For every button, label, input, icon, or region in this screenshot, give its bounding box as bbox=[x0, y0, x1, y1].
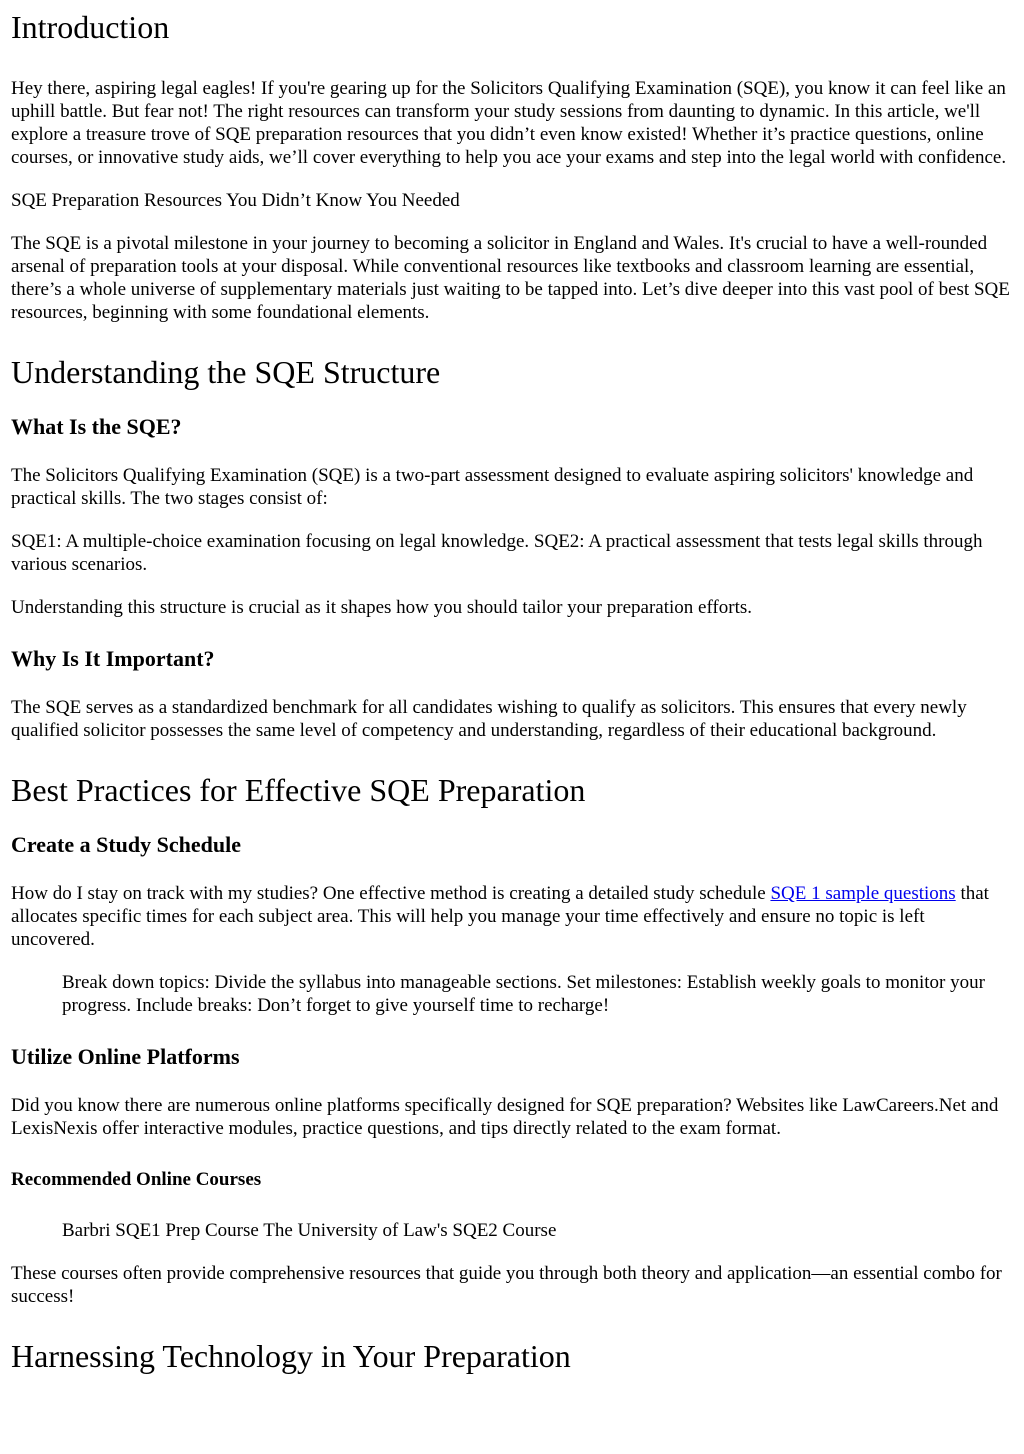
study-schedule-heading: Create a Study Schedule bbox=[11, 832, 241, 857]
recommended-courses-list: Barbri SQE1 Prep Course The University of Law's SQE2 Course bbox=[62, 1220, 557, 1241]
technology-heading: Harnessing Technology in Your Preparation bbox=[11, 1338, 571, 1374]
intro-heading: Introduction bbox=[11, 9, 170, 45]
what-is-sqe-heading: What Is the SQE? bbox=[11, 414, 182, 439]
structure-closing-paragraph: Understanding this structure is crucial as it shapes how you should tailor your preparation efforts. bbox=[11, 597, 753, 618]
sqe-stages-paragraph: SQE1: A multiple-choice examination focusing on legal knowledge. SQE2: A practical assessment that tests legal skills through various scenarios. bbox=[11, 531, 983, 575]
sqe-sample-questions-link[interactable]: SQE 1 sample questions bbox=[770, 883, 956, 904]
online-platforms-paragraph: Did you know there are numerous online platforms specifically designed for SQE preparation? Websites like LawCareers.Net and LexisNexis offer interactive modules, practice questions, and tips directly related to the exam format. bbox=[11, 1095, 999, 1139]
courses-closing-paragraph: These courses often provide comprehensive resources that guide you through both theory and application—an essential combo for success! bbox=[11, 1263, 1002, 1307]
why-important-heading: Why Is It Important? bbox=[11, 646, 215, 671]
study-schedule-text-before: How do I stay on track with my studies? One effective method is creating a detailed study schedule bbox=[11, 883, 771, 904]
study-tips-list: Break down topics: Divide the syllabus into manageable sections. Set milestones: Establish weekly goals to monitor your progress. Include breaks: Don’t forget to give yourself time to recharge! bbox=[62, 972, 985, 1016]
article bbox=[0, 8, 1024, 1375]
study-schedule-text-after: that allocates specific times for each subject area. This will help you manage your time effectively and ensure no topic is left uncovered. bbox=[11, 883, 989, 950]
online-platforms-heading: Utilize Online Platforms bbox=[11, 1044, 240, 1069]
intro-paragraph: Hey there, aspiring legal eagles! If you're gearing up for the Solicitors Qualifying Examination (SQE), you know it can feel like an uphill battle. But fear not! The right resources can transform your study sessions from daunting to dynamic. In this article, we'll explore a treasure trove of SQE preparation resources that you didn’t even know existed! Whether it’s practice questions, online courses, or innovative study aids, we’ll cover everything to help you ace your exams and step into the legal world with confidence. bbox=[11, 78, 1007, 168]
intro-subtitle: SQE Preparation Resources You Didn’t Know You Needed bbox=[11, 190, 460, 211]
recommended-courses-heading: Recommended Online Courses bbox=[11, 1169, 262, 1190]
best-practices-heading: Best Practices for Effective SQE Preparation bbox=[11, 772, 586, 808]
why-important-paragraph: The SQE serves as a standardized benchmark for all candidates wishing to qualify as solicitors. This ensures that every newly qualified solicitor possesses the same level of competency and understanding, regardless of their educational background. bbox=[11, 697, 967, 741]
study-schedule-paragraph bbox=[11, 882, 1013, 951]
intro-paragraph-2: The SQE is a pivotal milestone in your journey to becoming a solicitor in England and Wales. It's crucial to have a well-rounded arsenal of preparation tools at your disposal. While conventional resources like textbooks and classroom learning are essential, there’s a whole universe of supplementary materials just waiting to be tapped into. Let’s dive deeper into this vast pool of best SQE resources, beginning with some foundational elements. bbox=[11, 233, 1010, 323]
structure-heading: Understanding the SQE Structure bbox=[11, 354, 441, 390]
what-is-sqe-paragraph: The Solicitors Qualifying Examination (SQE) is a two-part assessment designed to evaluate aspiring solicitors' knowledge and practical skills. The two stages consist of: bbox=[11, 465, 974, 509]
